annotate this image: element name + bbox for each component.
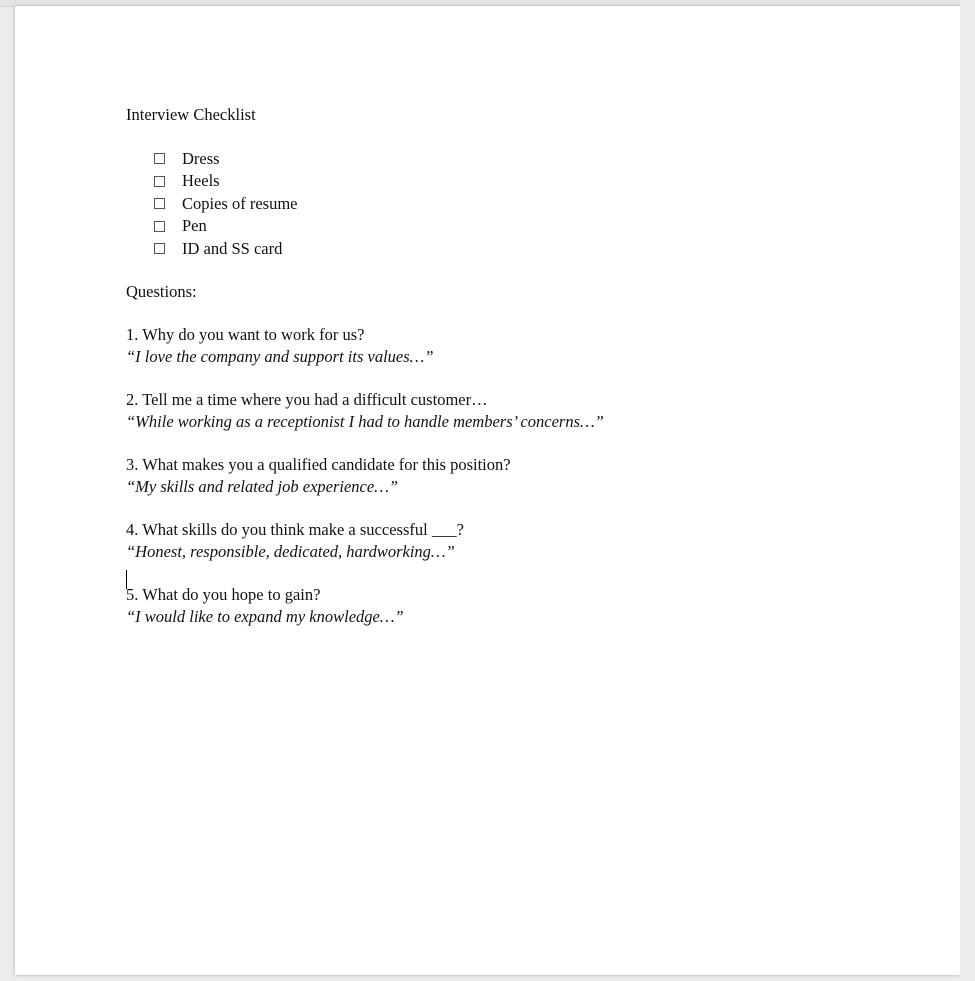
empty-checkbox-icon[interactable] xyxy=(154,243,165,254)
question-block xyxy=(126,519,826,564)
question-block xyxy=(126,454,826,499)
document-body[interactable] xyxy=(126,104,826,629)
checklist-item xyxy=(154,193,826,216)
question-text: 5. What do you hope to gain? xyxy=(126,584,321,604)
question-text: 4. What skills do you think make a successful ___? xyxy=(126,519,464,539)
empty-checkbox-icon[interactable] xyxy=(154,198,165,209)
checklist-item xyxy=(154,170,826,193)
question-text: 2. Tell me a time where you had a difficult customer… xyxy=(126,389,488,409)
answer-text: “I love the company and support its values…” xyxy=(126,347,434,366)
checklist-item-label: Dress xyxy=(182,148,220,168)
document-page[interactable] xyxy=(15,6,960,975)
window-right-edge xyxy=(960,0,975,981)
empty-checkbox-icon[interactable] xyxy=(154,176,165,187)
checklist-item-label: ID and SS card xyxy=(182,238,283,258)
checklist-item xyxy=(154,238,826,261)
interview-checklist xyxy=(126,148,826,261)
checklist-item xyxy=(154,148,826,171)
document-title: Interview Checklist xyxy=(126,105,256,124)
answer-text: “My skills and related job experience…” xyxy=(126,477,399,496)
answer-text: “I would like to expand my knowledge…” xyxy=(126,607,404,626)
questions-heading: Questions: xyxy=(126,282,197,301)
checklist-item-label: Pen xyxy=(182,216,207,235)
question-block xyxy=(126,389,826,434)
question-block xyxy=(126,324,826,369)
question-text: 3. What makes you a qualified candidate for this position? xyxy=(126,454,511,474)
checklist-item xyxy=(154,215,826,238)
checklist-item-label: Copies of resume xyxy=(182,193,298,213)
checklist-item-label: Heels xyxy=(182,171,220,190)
question-text: 1. Why do you want to work for us? xyxy=(126,324,365,344)
empty-checkbox-icon[interactable] xyxy=(154,153,165,164)
empty-checkbox-icon[interactable] xyxy=(154,221,165,232)
question-block xyxy=(126,584,826,629)
answer-text: “While working as a receptionist I had to handle members’ concerns…” xyxy=(126,412,604,431)
answer-text: “Honest, responsible, dedicated, hardworking…” xyxy=(126,542,455,561)
